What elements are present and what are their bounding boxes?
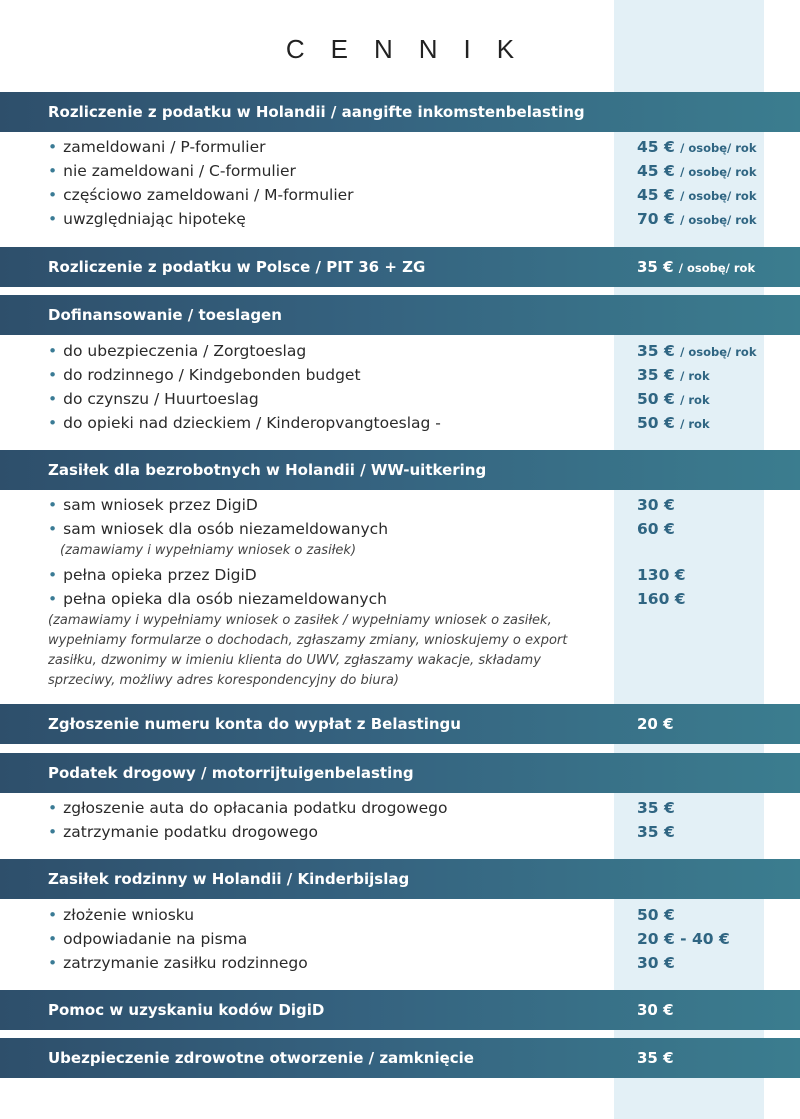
item-price: 35 € — [637, 823, 675, 841]
list-item: • zgłoszenie auta do opłacania podatku drogowego 35 € — [0, 796, 800, 820]
item-note: (zamawiamy i wypełniamy wniosek o zasiłek) — [60, 543, 357, 558]
section-price: 35 € / osobę/ rok — [637, 258, 756, 276]
section-title: Rozliczenie z podatku w Polsce / PIT 36 + ZG — [48, 258, 426, 276]
bullet-icon: • — [48, 366, 58, 384]
item-price: 50 € / rok — [637, 390, 710, 408]
item-price: 160 € — [637, 590, 686, 608]
item-price: 50 € — [637, 906, 675, 924]
item-price: 35 € / osobę/ rok — [637, 342, 757, 360]
bullet-icon: • — [48, 930, 58, 948]
section-title: Zasiłek rodzinny w Holandii / Kinderbijslag — [48, 870, 410, 888]
item-price: 20 € - 40 € — [637, 930, 730, 948]
list-item: • złożenie wniosku 50 € — [0, 903, 800, 927]
list-item: • sam wniosek przez DigiD 30 € — [0, 493, 800, 517]
bullet-icon: • — [48, 186, 58, 204]
section-header-health-insurance — [0, 1038, 800, 1078]
item-price: 45 € / osobę/ rok — [637, 186, 757, 204]
list-item: • do opieki nad dzieckiem / Kinderopvangtoeslag - 50 € / rok — [0, 411, 800, 435]
list-item: • częściowo zameldowani / M-formulier 45 € / osobę/ rok — [0, 183, 800, 207]
bullet-icon: • — [48, 162, 58, 180]
bullet-icon: • — [48, 566, 58, 584]
section-header-polish-tax — [0, 247, 800, 287]
item-price: 50 € / rok — [637, 414, 710, 432]
item-price: 45 € / osobę/ rok — [637, 162, 757, 180]
list-item: • do czynszu / Huurtoeslag 50 € / rok — [0, 387, 800, 411]
section-header-dutch-tax — [0, 92, 800, 132]
section-price: 35 € — [637, 1049, 674, 1067]
item-price: 35 € — [637, 799, 675, 817]
item-price: 45 € / osobę/ rok — [637, 138, 757, 156]
bullet-icon: • — [48, 138, 58, 156]
list-item: • pełna opieka przez DigiD 130 € — [0, 563, 800, 587]
section-title: Pomoc w uzyskaniu kodów DigiD — [48, 1001, 325, 1019]
list-item: • zameldowani / P-formulier 45 € / osobę/ rok — [0, 135, 800, 159]
item-price: 30 € — [637, 496, 675, 514]
section-title: Podatek drogowy / motorrijtuigenbelasting — [48, 764, 414, 782]
section-title: Zasiłek dla bezrobotnych w Holandii / WW-uitkering — [48, 461, 487, 479]
item-price: 30 € — [637, 954, 675, 972]
list-item: • uwzględniając hipotekę 70 € / osobę/ rok — [0, 207, 800, 231]
section-header-road-tax — [0, 753, 800, 793]
list-item: • do ubezpieczenia / Zorgtoeslag 35 € / osobę/ rok — [0, 339, 800, 363]
bullet-icon: • — [48, 210, 58, 228]
list-item: • odpowiadanie na pisma 20 € - 40 € — [0, 927, 800, 951]
section-title: Ubezpieczenie zdrowotne otworzenie / zamknięcie — [48, 1049, 474, 1067]
section-header-digid — [0, 990, 800, 1030]
section-header-allowances — [0, 295, 800, 335]
bullet-icon: • — [48, 496, 58, 514]
section-header-bank-account — [0, 704, 800, 744]
list-item: • zatrzymanie zasiłku rodzinnego 30 € — [0, 951, 800, 975]
list-item: • nie zameldowani / C-formulier 45 € / osobę/ rok — [0, 159, 800, 183]
list-item: • sam wniosek dla osób niezameldowanych 60 € — [0, 517, 800, 541]
list-item: • do rodzinnego / Kindgebonden budget 35 € / rok — [0, 363, 800, 387]
bullet-icon: • — [48, 906, 58, 924]
bullet-icon: • — [48, 799, 58, 817]
bullet-icon: • — [48, 414, 58, 432]
section-title: Dofinansowanie / toeslagen — [48, 306, 282, 324]
section-price: 30 € — [637, 1001, 674, 1019]
bullet-icon: • — [48, 590, 58, 608]
list-item: • zatrzymanie podatku drogowego 35 € — [0, 820, 800, 844]
section-header-unemployment — [0, 450, 800, 490]
list-item: • pełna opieka dla osób niezameldowanych 160 € — [0, 587, 800, 611]
item-price: 35 € / rok — [637, 366, 710, 384]
section-title: Rozliczenie z podatku w Holandii / aangifte inkomstenbelasting — [48, 103, 585, 121]
bullet-icon: • — [48, 823, 58, 841]
bullet-icon: • — [48, 954, 58, 972]
bullet-icon: • — [48, 520, 58, 538]
section-price: 20 € — [637, 715, 674, 733]
bullet-icon: • — [48, 342, 58, 360]
section-header-child-benefit — [0, 859, 800, 899]
section-title: Zgłoszenie numeru konta do wypłat z Belastingu — [48, 715, 461, 733]
item-price: 130 € — [637, 566, 686, 584]
item-note: (zamawiamy i wypełniamy wniosek o zasiłek / wypełniamy wniosek o zasiłek, wypełniamy formularze o dochodach, zgłaszamy zmiany, wnioskujemy o export zasiłku, dzwonimy w imieniu klienta do UWV, zgłaszamy wakacje, składamy sprzeciwy, możliwy adres korespondencyjny do biura) — [48, 613, 568, 688]
bullet-icon: • — [48, 390, 58, 408]
item-price: 70 € / osobę/ rok — [637, 210, 757, 228]
page-title: CENNIK — [285, 34, 541, 64]
item-price: 60 € — [637, 520, 675, 538]
